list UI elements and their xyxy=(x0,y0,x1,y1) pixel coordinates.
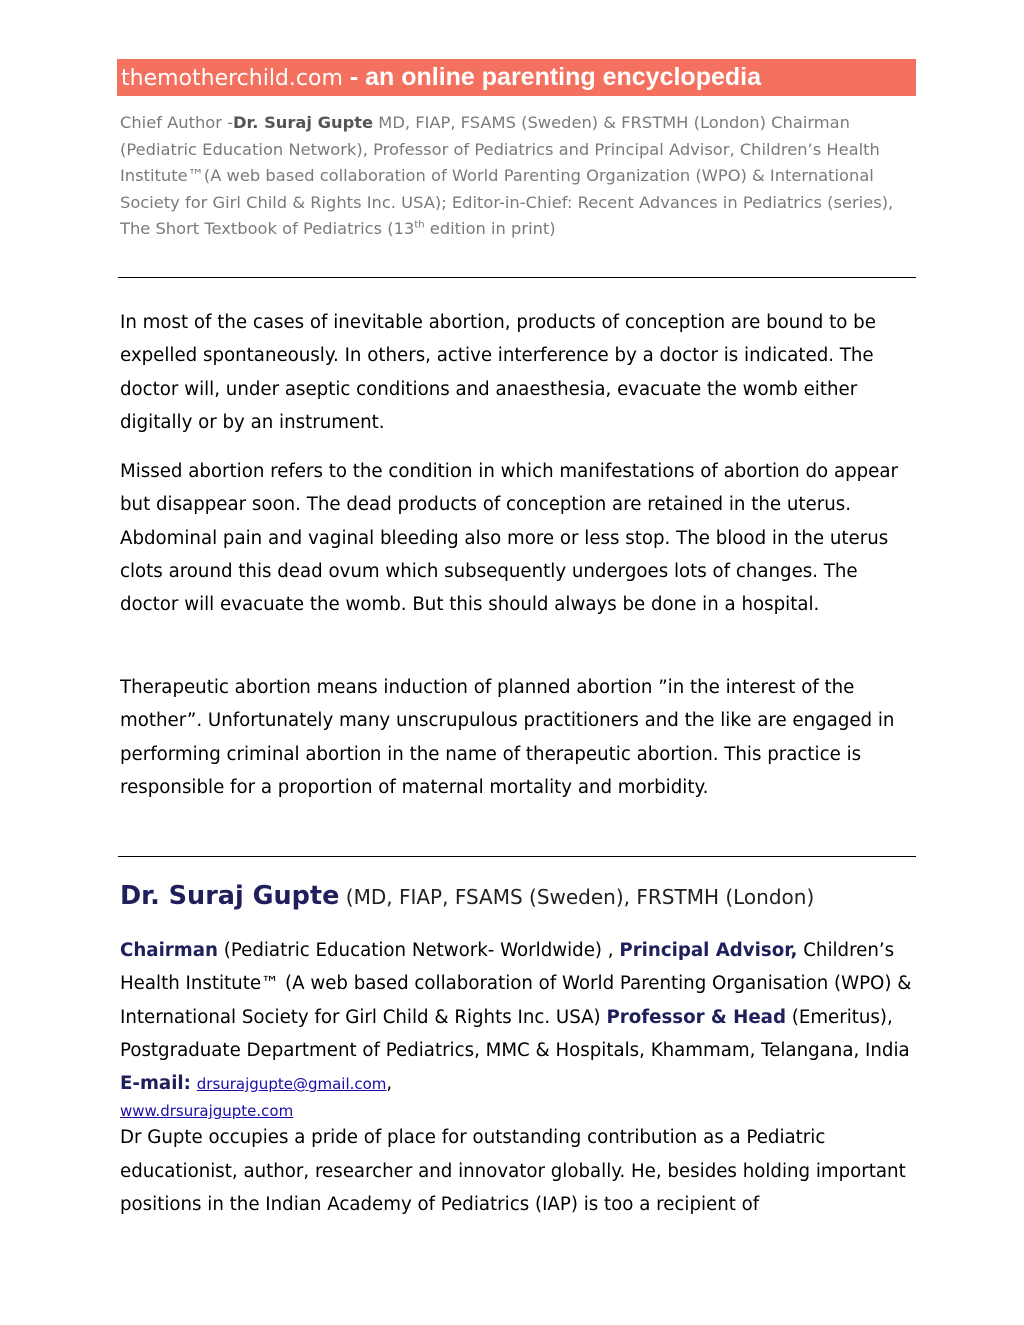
paragraph-therapeutic-abortion: Therapeutic abortion means induction of planned abortion ”in the interest of the mother”. Unfortunately many unscrupulous practitioners and the like are engaged in performing criminal abortion in the name of therapeutic abortion. This practice is responsible for a proportion of maternal mortality and morbidity. xyxy=(120,677,895,798)
email-link[interactable]: drsurajgupte@gmail.com xyxy=(196,1075,387,1094)
bio-block xyxy=(120,934,920,1221)
divider-top xyxy=(118,277,916,278)
site-name[interactable]: themotherchild.com xyxy=(121,66,343,91)
site-tagline: - an online parenting encyclopedia xyxy=(342,63,762,91)
author-credentials: MD, FIAP, FSAMS (Sweden) & FRSTMH (London) Chairman (Pediatric Education Network), Professor of Pediatrics and Principal Advisor, Children’s Health Institute™(A web based collaboration of World Parenting Organization (WPO) & International Society for Girl Child & Rights Inc. USA); Editor-in-Chief: Recent Advances in Pediatrics (series), The Short Textbook of Pediatrics (13 xyxy=(120,113,894,239)
professor-text: (Emeritus), Postgraduate Department of Pediatrics, MMC & Hospitals, Khammam, Telangana, India xyxy=(120,1006,910,1061)
author-suffix: edition in print) xyxy=(424,219,556,239)
paragraph-inevitable-abortion: In most of the cases of inevitable abortion, products of conception are bound to be expelled spontaneously. In others, active interference by a doctor is indicated. The doctor will, under aseptic conditions and anaesthesia, evacuate the womb either digitally or by an instrument. xyxy=(120,312,876,433)
chairman-label: Chairman xyxy=(120,940,218,961)
advisor-text: Children’s Health Institute™ (A web based collaboration of World Parenting Organisation (WPO) & International Society for Girl Child & Rights Inc. USA) xyxy=(120,940,912,1028)
bio-heading xyxy=(120,876,920,919)
professor-label: Professor & Head xyxy=(606,1006,786,1028)
email-comma: , xyxy=(386,1073,393,1095)
paragraph-missed-abortion: Missed abortion refers to the condition in which manifestations of abortion do appear but disappear soon. The dead products of conception are retained in the uterus. Abdominal pain and vaginal bleeding also more or less stop. The blood in the uterus clots around this dead ovum which subsequently undergoes lots of changes. The doctor will evacuate the womb. But this should always be done in a hospital. xyxy=(120,461,898,616)
website-link[interactable]: www.drsurajgupte.com xyxy=(120,1102,294,1121)
edition-superscript: th xyxy=(414,219,425,231)
bio-name: Dr. Suraj Gupte xyxy=(120,881,340,911)
advisor-label: Principal Advisor, xyxy=(619,940,798,961)
site-banner xyxy=(117,59,916,96)
chairman-text: (Pediatric Education Network- Worldwide) , xyxy=(217,940,620,961)
author-prefix: Chief Author - xyxy=(120,113,233,132)
bio-profile: Dr Gupte occupies a pride of place for outstanding contribution as a Pediatric educationist, author, researcher and innovator globally. He, besides holding important positions in the Indian Academy of Pediatrics (IAP) is too a recipient of xyxy=(120,1127,906,1216)
email-label: E-mail: xyxy=(120,1073,191,1095)
bio-qualifications: (MD, FIAP, FSAMS (Sweden), FRSTMH (London) xyxy=(339,885,815,909)
divider-bottom xyxy=(118,856,916,857)
author-name: Dr. Suraj Gupte xyxy=(233,113,374,132)
chief-author-block xyxy=(120,110,920,243)
